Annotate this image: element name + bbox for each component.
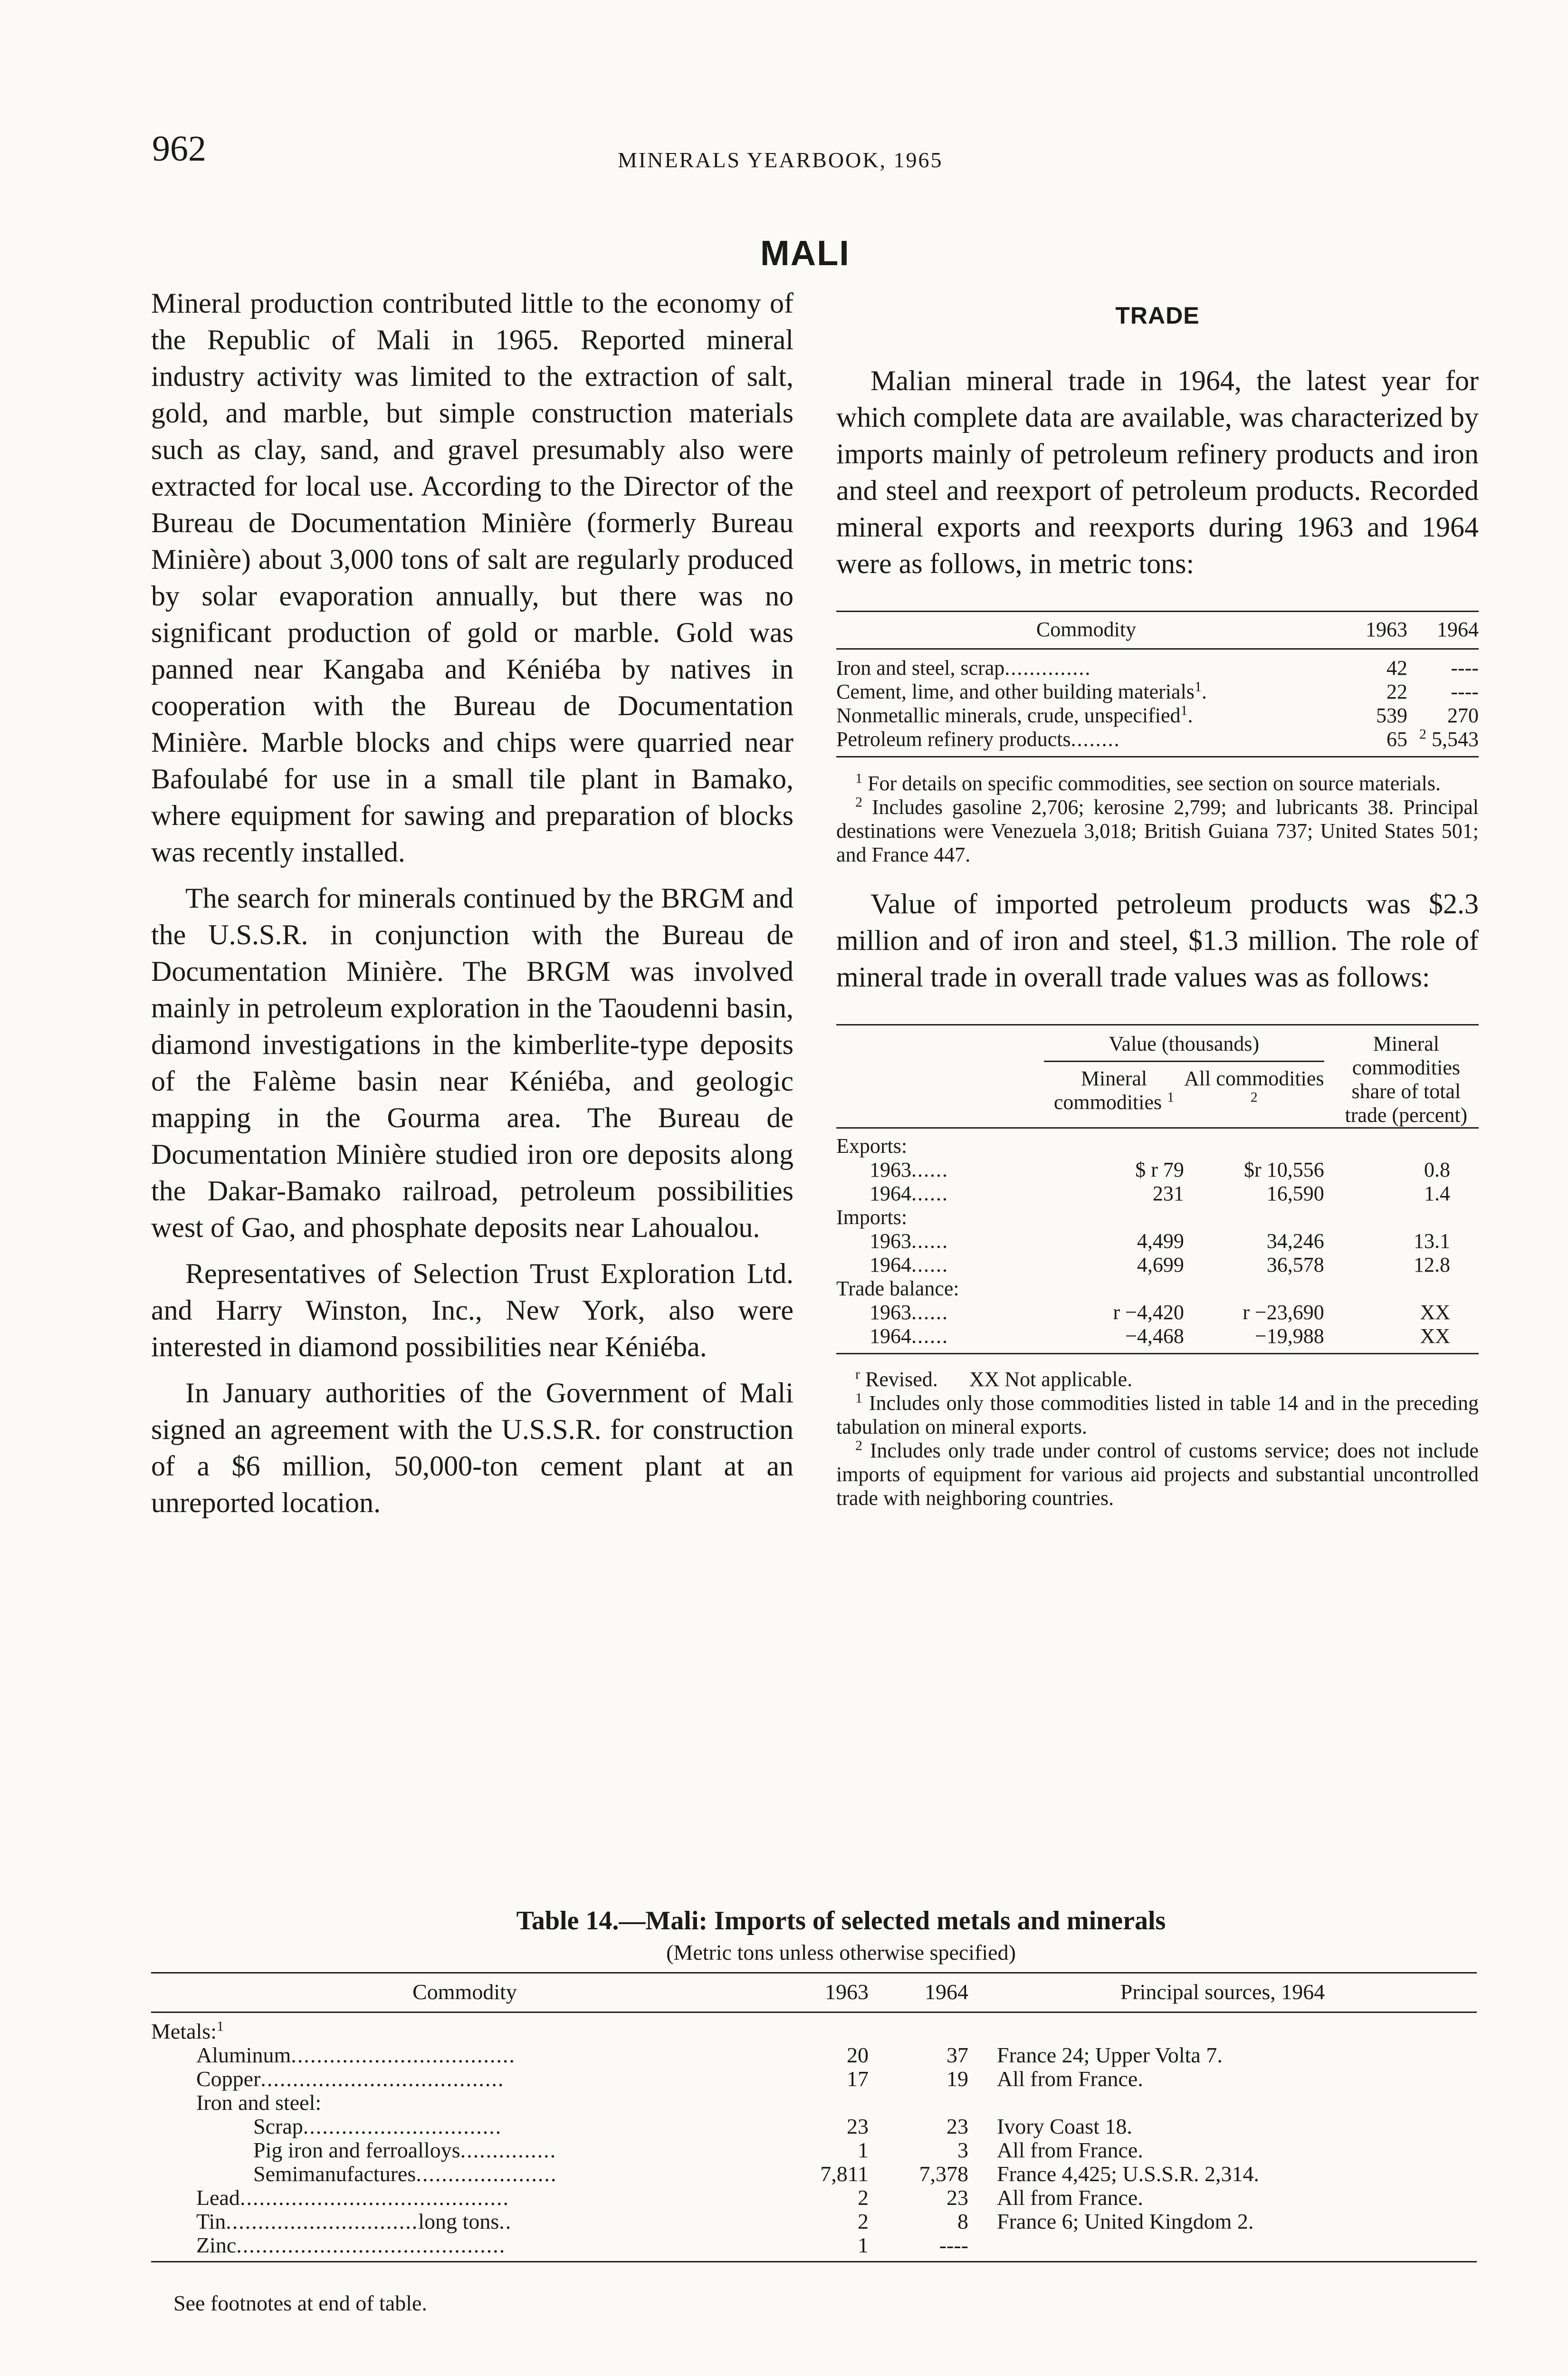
value-cell: $^2$ 5,543 xyxy=(1419,726,1479,751)
value-cell xyxy=(778,2091,869,2115)
column-header: All commodities $^2$ xyxy=(1184,1066,1324,1105)
column-group-header: Value (thousands) xyxy=(1044,1025,1324,1062)
value-cell: $ r 79 xyxy=(1135,1158,1184,1181)
value-cell: 2 xyxy=(858,2209,869,2233)
value-cell: 37 xyxy=(947,2043,968,2067)
section-label: Metals:$^1$ xyxy=(151,2018,224,2043)
body-paragraph: Mineral production contributed little to the economy of the Republic of Mali in 1965. Reported mineral industry activity was limited to the extraction of salt, gold, and marble, but simple construction materials such as clay, sand, and gravel presumably also were extracted for local use. According to the Director of the Bureau de Documentation Minière (formerly Bureau Minière) about 3,000 tons of salt are regularly produced by solar evaporation annually, but there was no significant production of gold or marble. Gold was panned near Kangaba and Kéniéba by natives in cooperation with the Bureau de Documentation Minière. Marble blocks and chips were quarried near Bafoulabé for use in a small tile plant in Bamako, where equipment for sawing and preparation of blocks was recently installed. xyxy=(151,287,794,868)
section-label: Exports: xyxy=(836,1134,908,1158)
section-row xyxy=(836,1128,1479,1159)
trade-value-table xyxy=(836,1024,1479,1354)
trade-heading: TRADE xyxy=(1115,302,1200,329)
table-header-row xyxy=(836,612,1479,649)
commodity-cell: Nonmetallic minerals, crude, unspecified$^1$. xyxy=(836,702,1193,727)
value-cell: 1 xyxy=(858,2233,869,2257)
table14-subtitle: (Metric tons unless otherwise specified) xyxy=(666,1940,1016,1964)
value-footnotes xyxy=(836,1368,1479,1510)
exports-table xyxy=(836,611,1479,757)
commodity-cell: Tin..............................long tons.. xyxy=(196,2209,512,2233)
year-cell: 1964...... xyxy=(870,1182,948,1205)
section-title: MALI xyxy=(760,233,850,273)
year-cell: 1963...... xyxy=(870,1301,948,1324)
value-cell: 1.4 xyxy=(1424,1182,1450,1205)
value-cell: 23 xyxy=(947,2114,968,2138)
value-cell: 4,699 xyxy=(1137,1253,1184,1276)
value-cell: 7,811 xyxy=(820,2162,869,2186)
footnote: $^1$ For details on specific commodities, see section on source materials. xyxy=(855,770,1441,795)
table14 xyxy=(151,1972,1477,2262)
table-header-row xyxy=(151,1973,1477,2012)
value-cell: ---- xyxy=(1451,680,1479,703)
value-cell: 7,378 xyxy=(919,2162,968,2186)
column-header: Commodity xyxy=(412,1980,517,2004)
running-title: MINERALS YEARBOOK, 1965 xyxy=(618,148,943,172)
table-row xyxy=(836,728,1479,757)
year-cell: 1964...... xyxy=(870,1324,948,1348)
value-cell: 270 xyxy=(1447,704,1479,727)
commodity-cell: Scrap............................... xyxy=(253,2114,502,2138)
table-row xyxy=(151,2043,1477,2067)
value-cell: $r 10,556 xyxy=(1244,1158,1324,1181)
table-row xyxy=(836,1229,1479,1253)
sources-cell xyxy=(968,2233,1477,2262)
column-header: 1963 xyxy=(825,1980,869,2004)
table-row xyxy=(836,704,1479,728)
value-cell: XX xyxy=(1420,1301,1450,1324)
commodity-cell: Cement, lime, and other building materials$^1$. xyxy=(836,679,1207,703)
value-cell: XX xyxy=(1420,1324,1450,1348)
footnote: $^r$ Revised. XX Not applicable. xyxy=(855,1366,1133,1391)
value-cell: 17 xyxy=(847,2067,869,2091)
page-number: 962 xyxy=(152,129,206,169)
right-column xyxy=(836,302,1479,1510)
value-cell: 16,590 xyxy=(1266,1182,1324,1205)
value-cell: 1 xyxy=(858,2138,869,2162)
value-cell: 23 xyxy=(947,2185,968,2210)
table-row xyxy=(836,1158,1479,1182)
table-row xyxy=(836,680,1479,704)
body-paragraph: In January authorities of the Government of Mali signed an agreement with the U.S.S.R. for construction of a $6 million, 50,000-ton cement plant at an unreported location. xyxy=(151,1377,794,1518)
table-row xyxy=(836,1301,1479,1324)
column-header: Mineral commodities $^1$ xyxy=(1053,1066,1175,1114)
sources-cell: France 4,425; U.S.S.R. 2,314. xyxy=(997,2162,1259,2186)
column-header: 1964 xyxy=(925,1980,968,2004)
value-cell: 8 xyxy=(957,2209,968,2233)
table-row xyxy=(836,1253,1479,1277)
value-cell: 0.8 xyxy=(1424,1158,1450,1181)
section-label: Trade balance: xyxy=(836,1277,959,1300)
value-cell: 13.1 xyxy=(1414,1229,1450,1253)
value-cell: 65 xyxy=(1386,728,1407,751)
value-cell: 36,578 xyxy=(1266,1253,1324,1276)
commodity-cell: Lead.......................................... xyxy=(196,2185,509,2210)
trade-intro: Malian mineral trade in 1964, the latest year for which complete data are available, was characterized by imports mainly of petroleum refinery products and iron and steel and reexport of petroleum products. Recorded mineral exports and reexports during 1963 and 1964 were as follows, in metric tons: xyxy=(836,365,1479,579)
table-row xyxy=(836,649,1479,680)
value-cell: ---- xyxy=(939,2233,968,2257)
commodity-cell: Iron and steel: xyxy=(196,2090,322,2115)
column-header: Mineral commodities share of total trade (percent) xyxy=(1345,1032,1468,1127)
table-row xyxy=(151,2233,1477,2262)
year-cell: 1964...... xyxy=(870,1253,948,1276)
value-cell: r −23,690 xyxy=(1243,1301,1324,1324)
value-cell: 231 xyxy=(1152,1182,1184,1205)
sources-cell: Ivory Coast 18. xyxy=(997,2114,1132,2138)
value-cell xyxy=(869,2091,968,2115)
body-paragraph: The search for minerals continued by the BRGM and the U.S.S.R. in conjunction with the Bureau de Documentation Minière. The BRGM was involved mainly in petroleum exploration in the Taoudenni basin, diamond investigations in the kimberlite-type deposits of the Falème basin near Kéniéba, and geologic mapping in the Gourma area. The Bureau de Documentation Minière studied iron ore deposits along the Dakar-Bamako railroad, petroleum possibilities west of Gao, and phosphate deposits near Lahoualou. xyxy=(151,882,794,1243)
value-cell: −19,988 xyxy=(1254,1324,1324,1348)
table-row xyxy=(836,1324,1479,1354)
commodity-cell: Copper...................................... xyxy=(196,2067,505,2091)
sources-cell: All from France. xyxy=(997,2138,1143,2162)
commodity-cell: Pig iron and ferroalloys............... xyxy=(253,2138,557,2162)
value-cell: 539 xyxy=(1376,704,1407,727)
value-cell: 3 xyxy=(957,2138,968,2162)
value-cell: 23 xyxy=(847,2114,869,2138)
table-row xyxy=(151,2091,1477,2115)
table14-title: Table 14.—Mali: Imports of selected metals and minerals xyxy=(516,1906,1166,1935)
value-cell: 42 xyxy=(1386,656,1407,680)
sources-cell: All from France. xyxy=(997,2067,1143,2091)
section-row xyxy=(836,1277,1479,1301)
table-row xyxy=(151,2138,1477,2162)
column-header: 1964 xyxy=(1437,618,1479,641)
value-cell: r −4,420 xyxy=(1113,1301,1184,1324)
commodity-cell: Petroleum refinery products........ xyxy=(836,728,1120,751)
left-column xyxy=(151,285,794,1531)
footnote: $^1$ Includes only those commodities listed in table 14 and in the preceding tabulation on mineral exports. xyxy=(836,1390,1479,1438)
commodity-cell: Zinc.......................................... xyxy=(196,2233,506,2257)
value-cell: 34,246 xyxy=(1266,1229,1324,1253)
section-row xyxy=(151,2012,1477,2044)
footnote: $^2$ Includes only trade under control of customs service; does not include imports of equipment for various aid projects and substantial uncontrolled trade with neighboring countries. xyxy=(836,1437,1479,1510)
commodity-cell: Iron and steel, scrap.............. xyxy=(836,656,1091,680)
table-row xyxy=(151,2186,1477,2210)
commodity-cell: Aluminum................................... xyxy=(196,2043,516,2067)
value-cell: −4,468 xyxy=(1125,1324,1184,1348)
value-cell: 19 xyxy=(947,2067,968,2091)
year-cell: 1963...... xyxy=(870,1158,948,1181)
table-row xyxy=(836,1182,1479,1206)
column-header: 1963 xyxy=(1366,618,1407,641)
exports-footnotes xyxy=(836,772,1479,867)
table-row xyxy=(151,2067,1477,2091)
value-paragraph: Value of imported petroleum products was $2.3 million and of iron and steel, $1.3 million. The role of mineral trade in overall trade values was as follows: xyxy=(836,888,1479,993)
column-header: Commodity xyxy=(1036,618,1137,641)
section-label: Imports: xyxy=(836,1206,908,1229)
sources-cell: France 6; United Kingdom 2. xyxy=(997,2209,1254,2233)
section-row xyxy=(836,1206,1479,1229)
see-footnotes-note: See footnotes at end of table. xyxy=(173,2291,427,2315)
column-header: Principal sources, 1964 xyxy=(1120,1980,1325,2004)
footnote: $^2$ Includes gasoline 2,706; kerosine 2,799; and lubricants 38. Principal destinations were Venezuela 3,018; British Guiana 737; United States 501; and France 447. xyxy=(836,794,1479,866)
table-row xyxy=(151,2115,1477,2138)
table-row xyxy=(151,2210,1477,2233)
value-cell: 20 xyxy=(847,2043,869,2067)
sources-cell xyxy=(968,2091,1477,2115)
value-cell: 4,499 xyxy=(1137,1229,1184,1253)
value-cell: ---- xyxy=(1451,656,1479,680)
value-cell: 12.8 xyxy=(1414,1253,1450,1276)
table-row xyxy=(151,2162,1477,2186)
body-paragraph: Representatives of Selection Trust Exploration Ltd. and Harry Winston, Inc., New York, also were interested in diamond possibilities near Kéniéba. xyxy=(151,1258,794,1362)
value-cell: 2 xyxy=(858,2185,869,2210)
year-cell: 1963...... xyxy=(870,1229,948,1253)
sources-cell: France 24; Upper Volta 7. xyxy=(997,2043,1223,2067)
sources-cell: All from France. xyxy=(997,2185,1143,2210)
table-header-row xyxy=(836,1025,1479,1062)
commodity-cell: Semimanufactures...................... xyxy=(253,2162,557,2186)
value-cell: 22 xyxy=(1386,680,1407,703)
